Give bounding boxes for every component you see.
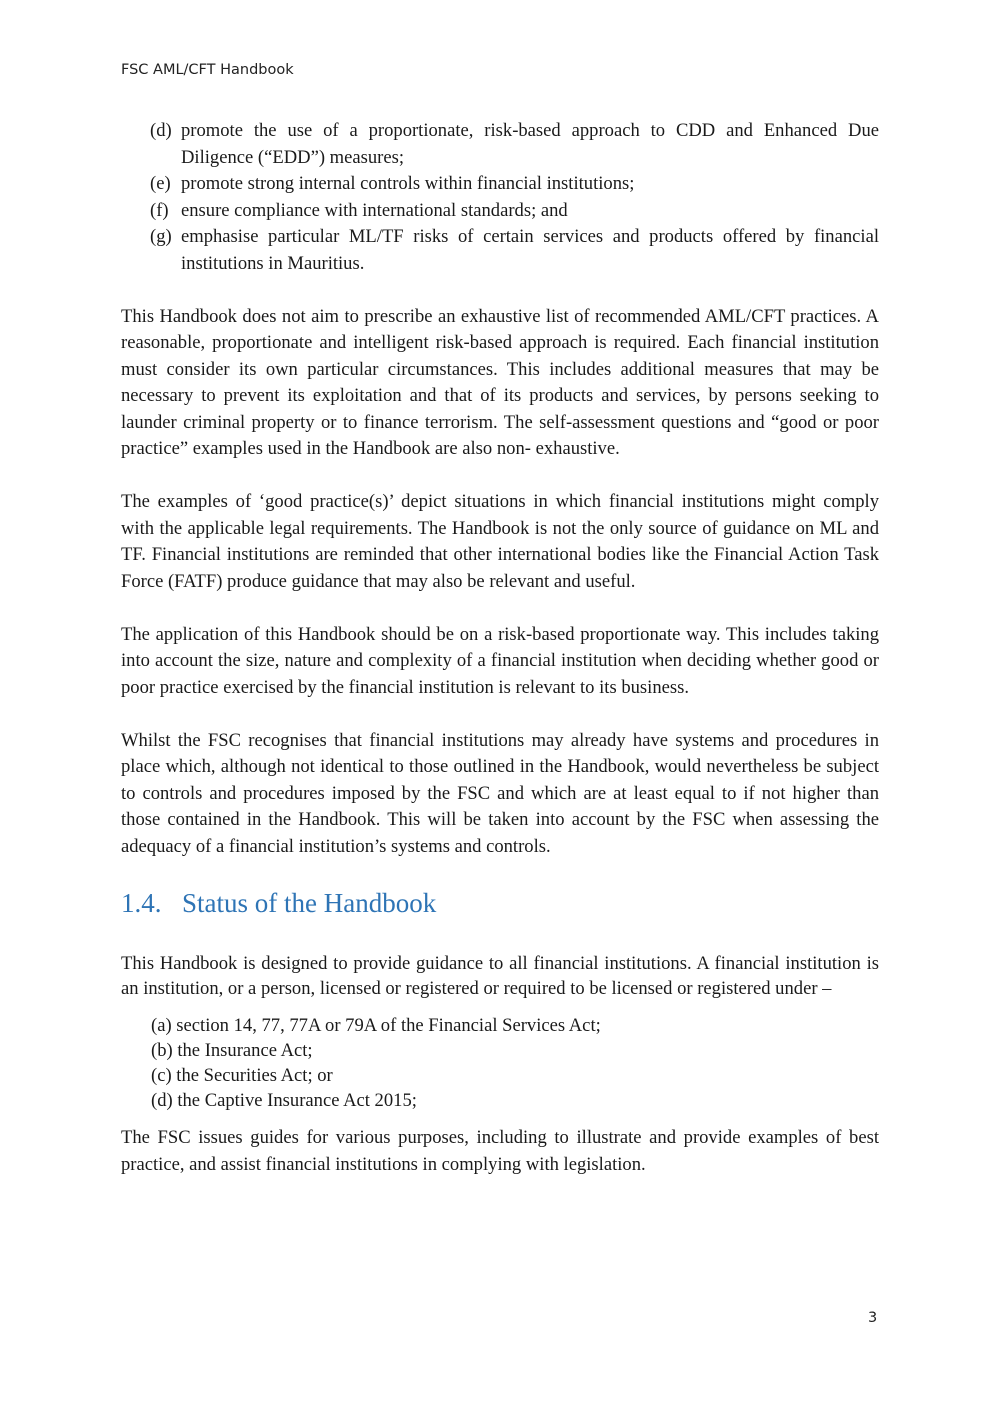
list-item-text: promote the use of a proportionate, risk-based approach to CDD and Enhanced Due Diligence (“EDD”) measures; bbox=[181, 120, 879, 168]
section-heading bbox=[121, 886, 879, 920]
list-item-text: ensure compliance with international standards; and bbox=[181, 199, 568, 221]
paragraph-section-intro: This Handbook is designed to provide guidance to all financial institutions. A financial institution is an institution, or a person, licensed or registered or required to be licensed or registered under – bbox=[121, 953, 879, 999]
paragraph-existing-systems: Whilst the FSC recognises that financial institutions may already have systems and procedures in place which, although not identical to those outlined in the Handbook, would nevertheless be subject to controls and procedures imposed by the FSC and which are at least equal to if not higher than those contained in the Handbook. This will be taken into account by the FSC when assessing the adequacy of a financial institution’s systems and controls. bbox=[121, 729, 879, 857]
list-item: (a) section 14, 77, 77A or 79A of the Financial Services Act; bbox=[151, 1015, 601, 1036]
list-marker: (f) bbox=[150, 199, 169, 221]
list-marker: (d) bbox=[150, 120, 172, 141]
list-marker: (e) bbox=[150, 173, 171, 194]
list-marker: (g) bbox=[150, 226, 172, 247]
section-number: 1.4. bbox=[121, 888, 162, 918]
list-item bbox=[121, 118, 879, 171]
objectives-list bbox=[121, 118, 879, 277]
paragraph-closing: The FSC issues guides for various purposes, including to illustrate and provide examples of best practice, and assist financial institutions in complying with legislation. bbox=[121, 1127, 879, 1175]
paragraph-good-practice: The examples of ‘good practice(s)’ depict situations in which financial institutions might comply with the applicable legal requirements. The Handbook is not the only source of guidance on ML and TF. Financial institutions are reminded that other international bodies like the Financial Action Task Force (FATF) produce guidance that may also be relevant and useful. bbox=[121, 491, 879, 592]
list-item-text: promote strong internal controls within financial institutions; bbox=[181, 173, 635, 194]
page-number: 3 bbox=[868, 1310, 878, 1326]
list-item bbox=[121, 171, 879, 198]
list-item: (d) the Captive Insurance Act 2015; bbox=[151, 1090, 417, 1111]
list-item bbox=[121, 198, 879, 225]
running-header: FSC AML/CFT Handbook bbox=[121, 62, 294, 78]
paragraph-application: The application of this Handbook should be on a risk-based proportionate way. This includes taking into account the size, nature and complexity of a financial institution when deciding whether good or poor practice exercised by the financial institution is relevant to its business. bbox=[121, 623, 879, 698]
page-body bbox=[121, 118, 879, 1178]
list-item-text: emphasise particular ML/TF risks of certain services and products offered by financial institutions in Mauritius. bbox=[181, 226, 879, 274]
legislation-list bbox=[121, 1013, 879, 1113]
section-title: Status of the Handbook bbox=[182, 888, 437, 918]
list-item bbox=[121, 224, 879, 277]
paragraph-exhaustive-list: This Handbook does not aim to prescribe an exhaustive list of recommended AML/CFT practices. A reasonable, proportionate and intelligent risk-based approach is required. Each financial institution must consider its own particular circumstances. This includes additional measures that may be necessary to prevent its exploitation and that of its products and services, by persons seeking to launder criminal property or to finance terrorism. The self-assessment questions and “good or poor practice” examples used in the Handbook are also non- exhaustive. bbox=[121, 305, 879, 459]
list-item: (c) the Securities Act; or bbox=[151, 1065, 333, 1086]
list-item: (b) the Insurance Act; bbox=[151, 1040, 313, 1061]
